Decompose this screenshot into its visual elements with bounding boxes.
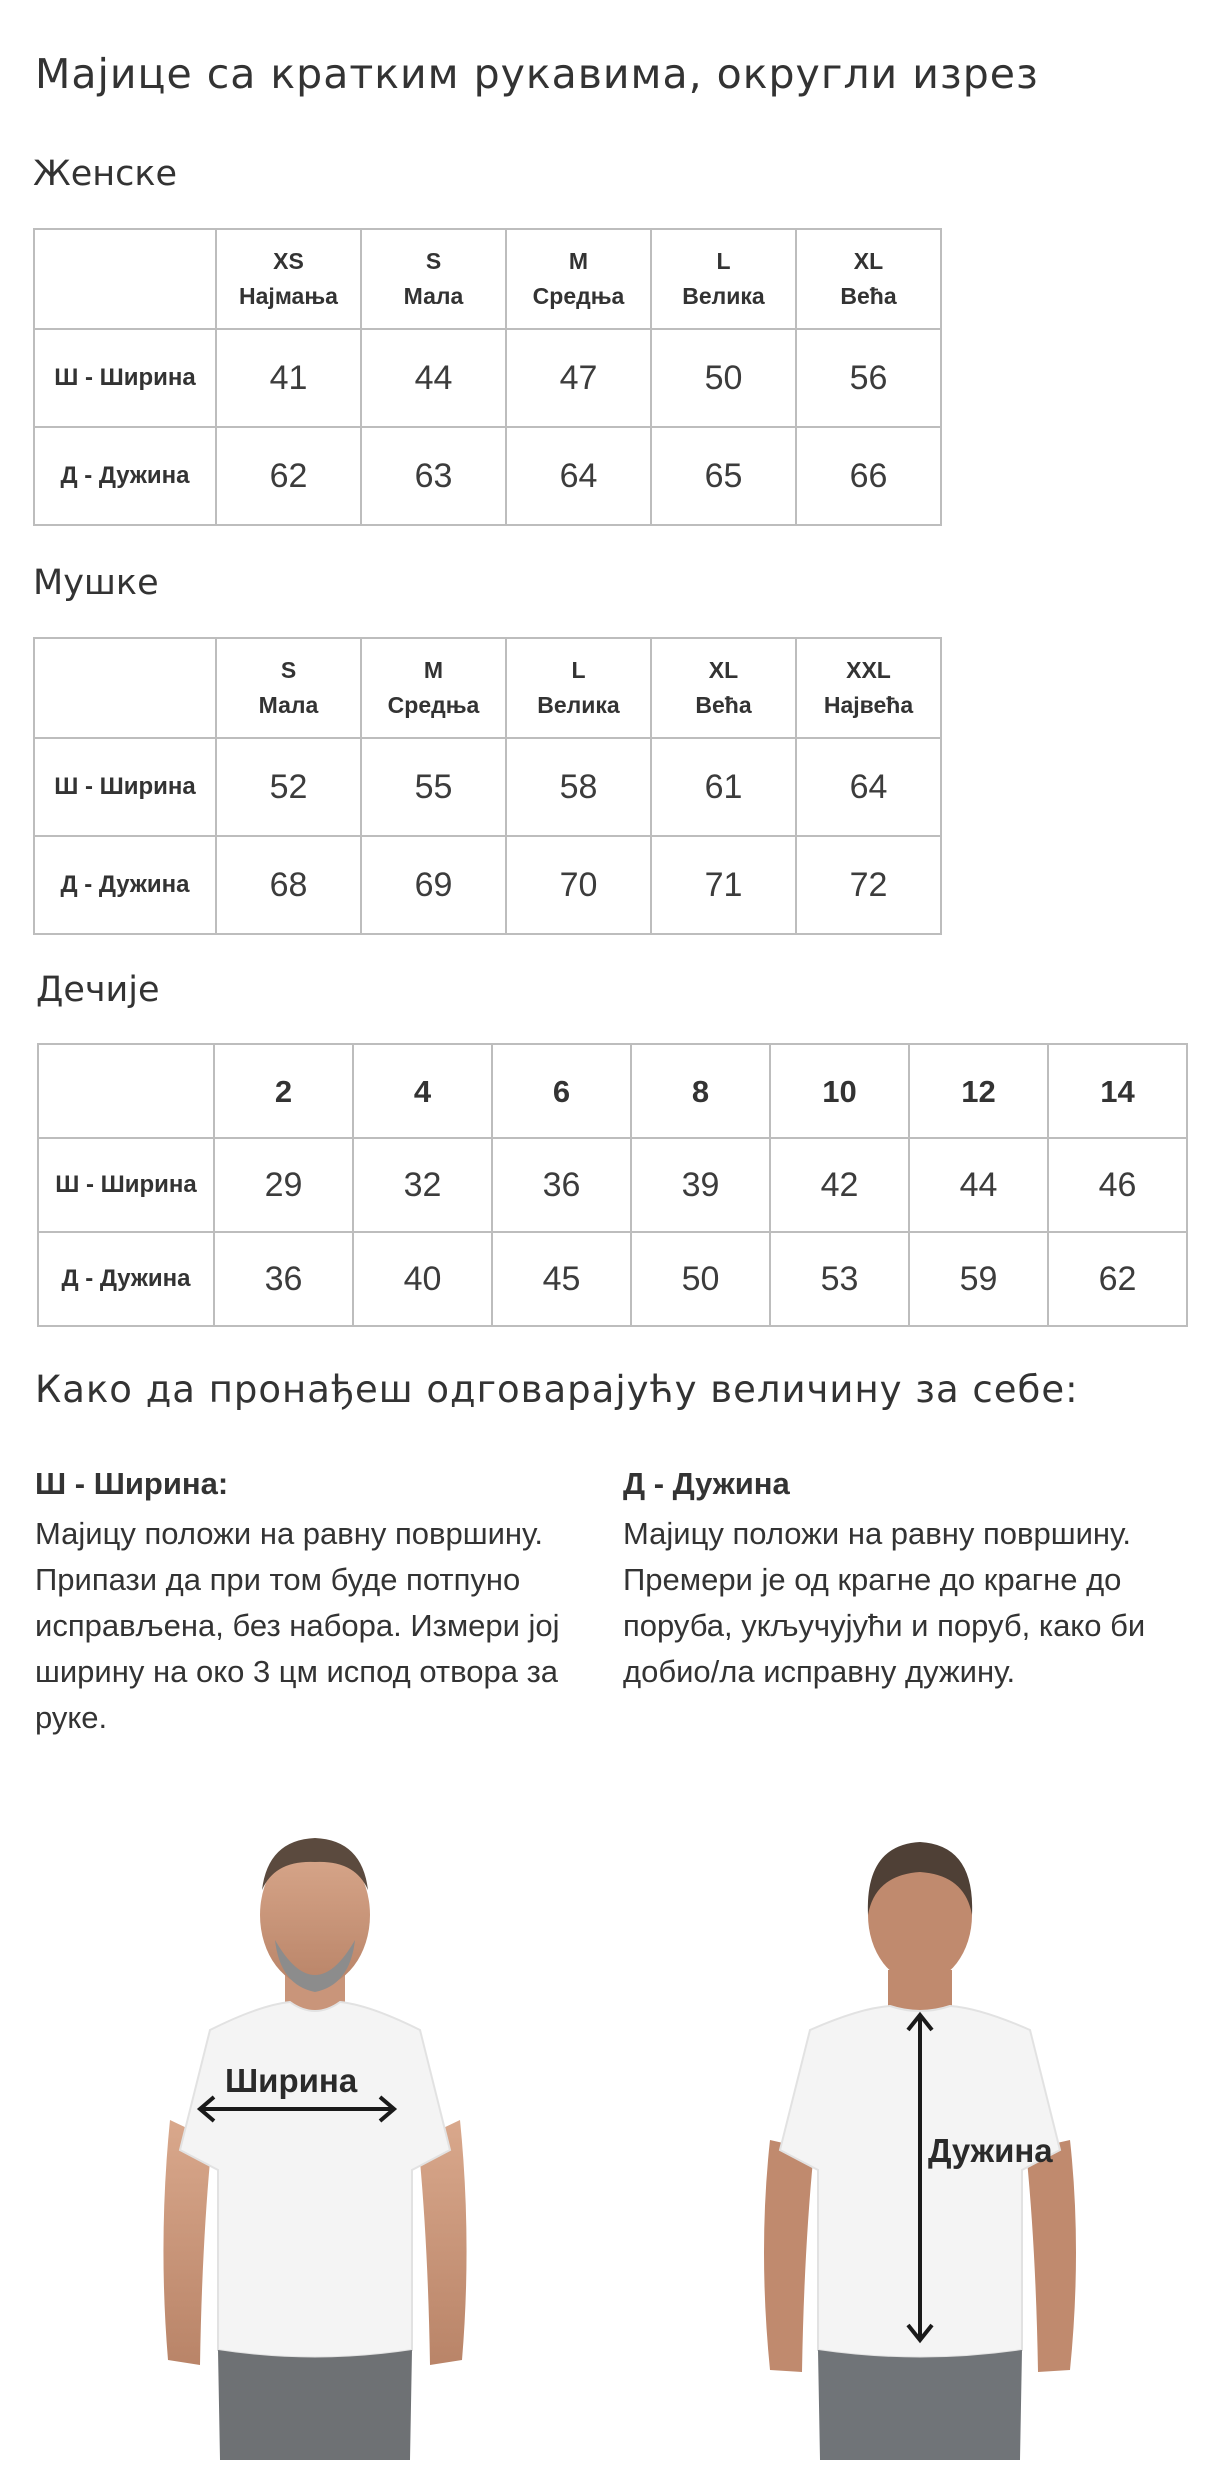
size-name: Мала xyxy=(403,283,464,309)
table-corner-cell xyxy=(34,638,216,738)
measurement-value: 44 xyxy=(361,329,506,427)
measurement-value: 66 xyxy=(796,427,941,525)
measurement-value: 69 xyxy=(361,836,506,934)
how-to-measure-heading: Како да пронађеш одговарајућу величину за себе: xyxy=(35,1368,1079,1411)
size-name: Највећа xyxy=(823,692,914,718)
size-code: XXL xyxy=(846,657,891,683)
table-header-row xyxy=(34,638,941,738)
measurement-value: 46 xyxy=(1048,1138,1187,1232)
measurement-value: 52 xyxy=(216,738,361,836)
size-column-header xyxy=(216,638,361,738)
men-heading: Мушке xyxy=(33,563,159,603)
measurement-value: 62 xyxy=(1048,1232,1187,1326)
size-code: S xyxy=(280,657,297,683)
measurement-value: 58 xyxy=(506,738,651,836)
size-code: XL xyxy=(708,657,739,683)
size-code: L xyxy=(571,657,586,683)
measurement-value: 55 xyxy=(361,738,506,836)
measurement-value: 64 xyxy=(506,427,651,525)
size-name: Средња xyxy=(387,692,480,718)
table-row xyxy=(34,738,941,836)
kids-size-table xyxy=(37,1043,1188,1327)
width-instructions-text: Мајицу положи на равну површину. Припази да при том буде потпуно исправљена, без набора. Измери јој ширину на око 3 цм испод отвора за руке. xyxy=(35,1516,560,1735)
size-code: M xyxy=(423,657,444,683)
measurement-label: Ш - Ширина xyxy=(34,738,216,836)
measurement-value: 50 xyxy=(631,1232,770,1326)
measurement-value: 36 xyxy=(214,1232,353,1326)
length-label: Дужина xyxy=(928,2132,1053,2169)
measurement-label: Д - Дужина xyxy=(38,1232,214,1326)
size-name: Већа xyxy=(840,283,897,309)
measurement-label: Д - Дужина xyxy=(34,427,216,525)
measurement-value: 56 xyxy=(796,329,941,427)
size-column-header: 6 xyxy=(492,1044,631,1138)
size-code: L xyxy=(716,248,731,274)
size-column-header xyxy=(506,638,651,738)
measurement-value: 42 xyxy=(770,1138,909,1232)
measurement-value: 36 xyxy=(492,1138,631,1232)
size-column-header: 10 xyxy=(770,1044,909,1138)
size-column-header xyxy=(216,229,361,329)
size-column-header: 2 xyxy=(214,1044,353,1138)
measurement-value: 29 xyxy=(214,1138,353,1232)
table-corner-cell xyxy=(34,229,216,329)
size-column-header xyxy=(796,229,941,329)
length-instructions-title: Д - Дужина xyxy=(623,1466,790,1501)
kids-heading: Дечије xyxy=(36,970,160,1010)
size-name: Велика xyxy=(682,283,765,309)
table-row xyxy=(34,427,941,525)
size-column-header: 4 xyxy=(353,1044,492,1138)
men-size-table xyxy=(33,637,942,935)
size-name: Већа xyxy=(695,692,752,718)
size-name: Најмања xyxy=(239,283,338,309)
table-row xyxy=(38,1232,1187,1326)
size-column-header xyxy=(796,638,941,738)
page-title: Мајице са кратким рукавима, округли изрез xyxy=(35,50,1039,98)
measurement-value: 59 xyxy=(909,1232,1048,1326)
size-column-header: 8 xyxy=(631,1044,770,1138)
front-tshirt-figure xyxy=(150,1820,480,2460)
measurement-value: 68 xyxy=(216,836,361,934)
size-column-header xyxy=(506,229,651,329)
measurement-label: Ш - Ширина xyxy=(38,1138,214,1232)
size-code: XL xyxy=(853,248,884,274)
women-size-table xyxy=(33,228,942,526)
table-row xyxy=(34,836,941,934)
measurement-value: 41 xyxy=(216,329,361,427)
table-header-row xyxy=(38,1044,1187,1138)
measurement-value: 45 xyxy=(492,1232,631,1326)
width-label: Ширина xyxy=(225,2062,358,2099)
measurement-value: 39 xyxy=(631,1138,770,1232)
table-row xyxy=(38,1138,1187,1232)
size-name: Мала xyxy=(258,692,319,718)
size-column-header xyxy=(651,229,796,329)
measurement-value: 64 xyxy=(796,738,941,836)
measurement-value: 32 xyxy=(353,1138,492,1232)
measurement-value: 40 xyxy=(353,1232,492,1326)
measurement-label: Д - Дужина xyxy=(34,836,216,934)
measurement-value: 53 xyxy=(770,1232,909,1326)
measurement-value: 47 xyxy=(506,329,651,427)
length-instructions-text: Мајицу положи на равну површину. Премери је од крагне до крагне до поруба, укључујући и поруб, како би добио/ла исправну дужину. xyxy=(623,1516,1146,1689)
size-column-header xyxy=(651,638,796,738)
size-column-header: 14 xyxy=(1048,1044,1187,1138)
measurement-value: 65 xyxy=(651,427,796,525)
size-column-header xyxy=(361,229,506,329)
size-code: S xyxy=(425,248,442,274)
measurement-value: 62 xyxy=(216,427,361,525)
measurement-label: Ш - Ширина xyxy=(34,329,216,427)
measurement-value: 50 xyxy=(651,329,796,427)
table-header-row xyxy=(34,229,941,329)
size-column-header: 12 xyxy=(909,1044,1048,1138)
measurement-value: 61 xyxy=(651,738,796,836)
size-column-header xyxy=(361,638,506,738)
measurement-value: 44 xyxy=(909,1138,1048,1232)
size-code: XS xyxy=(273,248,304,274)
measurement-value: 63 xyxy=(361,427,506,525)
width-arrow xyxy=(192,2094,402,2124)
size-code: M xyxy=(568,248,589,274)
size-name: Средња xyxy=(532,283,625,309)
table-corner-cell xyxy=(38,1044,214,1138)
measurement-value: 72 xyxy=(796,836,941,934)
table-row xyxy=(34,329,941,427)
women-heading: Женске xyxy=(33,154,178,194)
measurement-value: 70 xyxy=(506,836,651,934)
size-name: Велика xyxy=(537,692,620,718)
width-instructions-title: Ш - Ширина: xyxy=(35,1466,229,1501)
measurement-value: 71 xyxy=(651,836,796,934)
